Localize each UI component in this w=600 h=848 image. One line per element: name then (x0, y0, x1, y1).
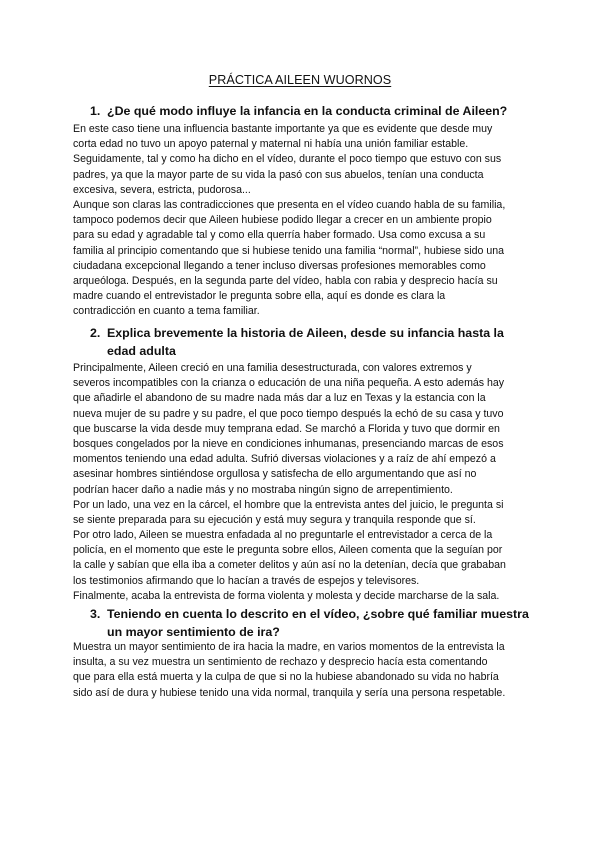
section-1-paragraph-1: En este caso tiene una influencia bastante importante ya que es evidente que desde muy corta edad no tuvo un apoyo paternal y maternal ni había una unión familiar estable. Seguidamente, tal y como ha dicho en el vídeo, durante el poco tiempo que estuvo con sus padres, ya que la mayor parte de su vida la pasó con sus abuelos, tenían una conducta excesiva, severa, estricta, pudorosa... (73, 123, 502, 196)
section-2-paragraph-4: Finalmente, acaba la entrevista de forma violenta y molesta y decide marcharse de la sala. (73, 590, 500, 602)
section-3-number: 3. (90, 607, 101, 621)
section-2-paragraph-1: Principalmente, Aileen creció en una familia desestructurada, con valores extremos y severos incompatibles con la crianza o educación de una niña pequeña. A esto además hay que añadirle el abandono de su madre nada más dar a luz en Texas y la estancia con la nueva mujer de su padre y su padre, el que poco tiempo después la echó de su casa y tuvo que buscarse la vida desde muy temprana edad. Se marchó a Florida y tuvo que dormir en bosques congelados por la nieve en condiciones inhumanas, presenciando marcas de esos momentos teniendo una edad adulta. Sufrió diversas violaciones y a raíz de ahí empezó a asesinar hombres sintiéndose orgullosa y satisfecha de ello argumentando que así no podrían hacer daño a nadie más y no mostraba ningún signo de arrepentimiento. (73, 362, 505, 496)
section-3-paragraph-1: Muestra un mayor sentimiento de ira hacia la madre, en varios momentos de la entrevista la insulta, a su vez muestra un sentimiento de rechazo y desprecio hacía esta comentando que para ella está muerta y la culpa de que si no la hubiese abandonado su vida no habría sido así de dura y hubiese tenido una vida normal, tranquila y sería una persona respetable. (73, 641, 506, 699)
section-1-number: 1. (90, 104, 101, 118)
section-1-question: ¿De qué modo influye la infancia en la conducta criminal de Aileen? (107, 104, 508, 118)
section-1-heading (90, 103, 530, 121)
section-3-question: Teniendo en cuenta lo descrito en el vídeo, ¿sobre qué familiar muestra un mayor sentimiento de ira? (107, 607, 529, 639)
section-2-heading (90, 325, 530, 360)
section-2-paragraph-2: Por un lado, una vez en la cárcel, el hombre que la entrevista antes del juicio, le pregunta si se siente preparada para su ejecución y está muy segura y tranquila responde que sí. (73, 499, 504, 527)
section-2-number: 2. (90, 326, 101, 340)
document-title: PRÁCTICA AILEEN WUORNOS (208, 73, 392, 87)
section-3-heading (90, 606, 530, 641)
section-2-question: Explica brevemente la historia de Aileen, desde su infancia hasta la edad adulta (107, 326, 504, 358)
section-2-paragraph-3: Por otro lado, Aileen se muestra enfadada al no preguntarle el entrevistador a cerca de la policía, en el momento que este le pregunta sobre ellos, Aileen comenta que la seguían por la calle y sabían que ella iba a cometer delitos y aún así no la detenían, decía que grababan los testimonios afirmando que lo hacían a través de espejos y televisores. (73, 529, 506, 587)
section-1-paragraph-2: Aunque son claras las contradicciones que presenta en el vídeo cuando habla de su familia, tampoco podemos decir que Aileen hubiese podido llegar a crecer en un ambiente propio para su edad y agradable tal y como ella querría haber formado. Usa como excusa a su familia al principio comentando que si hubiese tenido una familia “normal”, hubiese sido una ciudadana excepcional llegando a tener incluso diversas profesiones memorables como arqueóloga. Después, en la segunda parte del vídeo, habla con rabia y desprecio hacía su madre cuando el entrevistador le pregunta sobre ella, aquí es donde es clara la contradicción en cuanto a tema familiar. (73, 199, 506, 318)
